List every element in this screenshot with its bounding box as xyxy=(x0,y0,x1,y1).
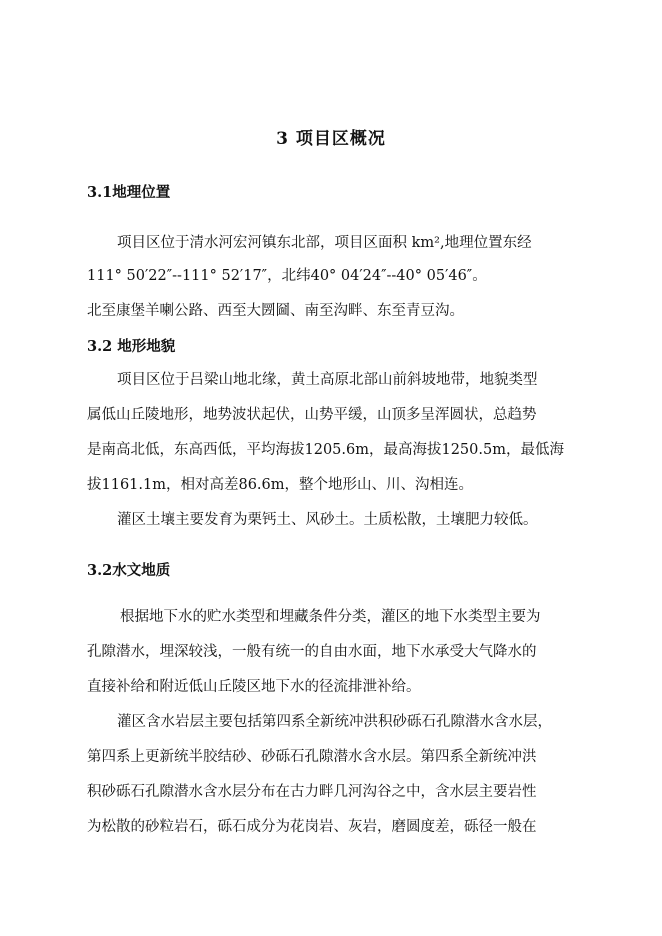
section-heading-terrain: 3.2 地形地貌 xyxy=(87,338,176,355)
paragraph-line: 项目区位于清水河宏河镇东北部，项目区面积 km²,地理位置东经 xyxy=(117,235,532,251)
paragraph-line: 孔隙潜水，埋深较浅，一般有统一的自由水面，地下水承受大气降水的 xyxy=(87,644,537,660)
paragraph-line: 北至康堡羊喇公路、西至大圐圙、南至沟畔、东至青豆沟。 xyxy=(87,303,464,319)
chapter-title: 3 项目区概况 xyxy=(276,129,386,149)
paragraph-line: 属低山丘陵地形，地势波状起伏，山势平缓，山顶多呈浑圆状，总趋势 xyxy=(87,407,537,423)
paragraph-line: 灌区含水岩层主要包括第四系全新统冲洪积砂砾石孔隙潜水含水层， xyxy=(117,714,552,730)
paragraph-line: 拔1161.1m，相对高差86.6m，整个地形山、川、沟相连。 xyxy=(87,477,474,493)
paragraph-line: 项目区位于吕梁山地北缘，黄土高原北部山前斜坡地带，地貌类型 xyxy=(117,372,538,388)
paragraph-line: 是南高北低，东高西低，平均海拔1205.6m，最高海拔1250.5m，最低海 xyxy=(87,442,564,458)
paragraph-line: 111° 50′22″--111° 52′17″，北纬40° 04′24″--40° 05′46″。 xyxy=(87,268,487,284)
paragraph-line: 根据地下水的贮水类型和埋藏条件分类，灌区的地下水类型主要为 xyxy=(120,609,541,625)
paragraph-line: 积砂砾石孔隙潜水含水层分布在古力畔几河沟谷之中，含水层主要岩性 xyxy=(87,784,537,800)
paragraph-line: 第四系上更新统半胶结砂、砂砾石孔隙潜水含水层。第四系全新统冲洪 xyxy=(87,749,537,765)
paragraph-line: 为松散的砂粒岩石，砾石成分为花岗岩、灰岩，磨圆度差，砾径一般在 xyxy=(87,819,537,835)
paragraph-line: 直接补给和附近低山丘陵区地下水的径流排泄补给。 xyxy=(87,679,421,695)
section-heading-hydrogeology: 3.2水文地质 xyxy=(87,562,171,579)
paragraph-line: 灌区土壤主要发育为栗钙土、风砂土。土质松散，土壤肥力较低。 xyxy=(117,512,538,528)
section-heading-location: 3.1地理位置 xyxy=(87,184,171,201)
